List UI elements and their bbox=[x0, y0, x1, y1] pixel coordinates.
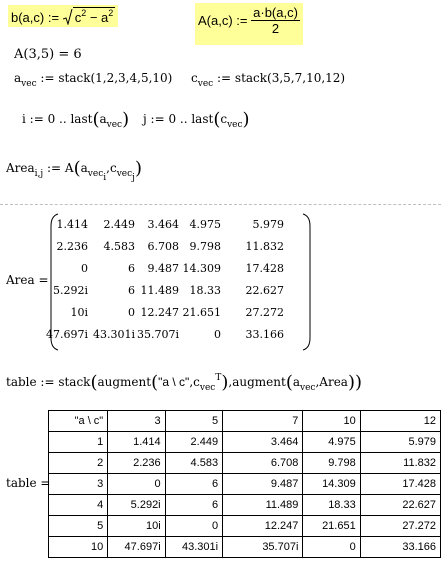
radical-icon bbox=[63, 9, 73, 25]
b-lhs: b(a,c) bbox=[11, 10, 45, 25]
table-def-csub: vec bbox=[199, 383, 216, 393]
avec-sub: vec bbox=[21, 79, 37, 89]
table-row bbox=[49, 474, 441, 495]
range-j-arg: c bbox=[220, 112, 228, 126]
area-arg-a-sub: vec bbox=[87, 169, 104, 179]
table-row bbox=[49, 495, 441, 516]
matrix-cell: 6 bbox=[128, 262, 135, 275]
area-name: Area bbox=[6, 161, 35, 175]
matrix-cell: 3.464 bbox=[147, 218, 179, 231]
table-cell: 10i bbox=[108, 516, 165, 537]
matrix-cell: 47.697i bbox=[45, 328, 88, 341]
area-matrix[interactable] bbox=[45, 212, 313, 352]
table-header-row bbox=[49, 411, 441, 432]
table-header-cell: "a \ c" bbox=[49, 411, 108, 432]
table-definition[interactable]: table := stack(augment("a \ $c",c_{vec}^T),augment(a_{vec},Area)$) bbox=[6, 372, 363, 393]
avec-value: := stack(1,2,3,4,5,10) bbox=[36, 71, 173, 85]
table-header-cell: 7 bbox=[223, 411, 303, 432]
A-denominator: 2 bbox=[271, 21, 280, 36]
table-cell: 12.247 bbox=[223, 516, 303, 537]
matrix-cell: 12.247 bbox=[140, 306, 179, 319]
table-cell: 2 bbox=[49, 453, 108, 474]
table-cell: 0 bbox=[165, 516, 222, 537]
area-assign: := A bbox=[43, 161, 74, 175]
range-i-definition[interactable]: i := 0 .. $last(a_{vec})$ bbox=[22, 109, 130, 130]
matrix-cell: 27.272 bbox=[245, 306, 284, 319]
matrix-cell: 0 bbox=[214, 328, 221, 341]
table-row bbox=[49, 537, 441, 558]
table-header-cell: 12 bbox=[360, 411, 440, 432]
range-i-arg: a bbox=[99, 112, 107, 126]
range-j-definition[interactable]: j := 0 .. $last(c_{vec})$ bbox=[143, 109, 250, 130]
matrix-cell: 14.309 bbox=[182, 262, 221, 275]
matrix-cell: 6 bbox=[128, 284, 135, 297]
table-result[interactable] bbox=[48, 410, 441, 558]
table-header-cell: 10 bbox=[303, 411, 360, 432]
area-sub: i,j bbox=[34, 169, 44, 179]
table-header-cell: 3 bbox=[108, 411, 165, 432]
table-def-area: Area bbox=[319, 375, 348, 389]
b-function-definition[interactable] bbox=[8, 5, 118, 27]
table-cell: 0 bbox=[108, 474, 165, 495]
range-i-pre: i := 0 .. last bbox=[22, 112, 93, 126]
table-cell: 4.583 bbox=[165, 453, 222, 474]
table-cell: 14.309 bbox=[303, 474, 360, 495]
table-result-label: table = bbox=[6, 476, 51, 490]
table-cell: 9.487 bbox=[223, 474, 303, 495]
rad-c-exp: 2 bbox=[81, 8, 87, 18]
table-cell: 2.449 bbox=[165, 432, 222, 453]
table-cell: 43.301i bbox=[165, 537, 222, 558]
matrix-cell: 33.166 bbox=[245, 328, 284, 341]
rad-a-exp: 2 bbox=[108, 8, 114, 18]
table-cell: 0 bbox=[303, 537, 360, 558]
transpose-mark: T bbox=[215, 373, 222, 383]
b-assign-op: := bbox=[47, 10, 60, 25]
cvec-name: c bbox=[191, 71, 198, 85]
A-lhs: A(a,c) bbox=[198, 13, 233, 28]
table-cell: 22.627 bbox=[360, 495, 440, 516]
eval-A-result[interactable]: A(3,5) = 6 bbox=[14, 47, 82, 62]
table-row bbox=[49, 516, 441, 537]
matrix-cell: 4.583 bbox=[103, 240, 135, 253]
table-cell: 18.33 bbox=[303, 495, 360, 516]
table-cell: 17.428 bbox=[360, 474, 440, 495]
table-cell: 35.707i bbox=[223, 537, 303, 558]
table-def-asub: vec bbox=[300, 383, 316, 393]
matrix-cell: 2.236 bbox=[56, 240, 88, 253]
table-def-c: c bbox=[193, 375, 200, 389]
matrix-cell: 4.975 bbox=[189, 218, 221, 231]
A-assign-op: := bbox=[236, 13, 248, 28]
table-cell: 3 bbox=[49, 474, 108, 495]
table-cell: 1.414 bbox=[108, 432, 165, 453]
cvec-sub: vec bbox=[197, 79, 214, 89]
table-cell: 33.166 bbox=[360, 537, 440, 558]
table-cell: 27.272 bbox=[360, 516, 440, 537]
corner-string: "a \ c" bbox=[158, 375, 190, 389]
area-arg-c-subsub: j bbox=[132, 173, 135, 183]
table-cell: 5 bbox=[49, 516, 108, 537]
table-cell: 9.798 bbox=[303, 453, 360, 474]
sqrt-expression bbox=[63, 7, 116, 25]
A-numerator: a·b(a,c) bbox=[253, 5, 298, 20]
table-cell: 47.697i bbox=[108, 537, 165, 558]
table-cell: 2.236 bbox=[108, 453, 165, 474]
table-cell: 4 bbox=[49, 495, 108, 516]
table-header-cell: 5 bbox=[165, 411, 222, 432]
matrix-cell: 9.798 bbox=[189, 240, 221, 253]
augment-2: augment bbox=[232, 375, 286, 389]
area-arg-a-subsub: i bbox=[103, 173, 107, 183]
matrix-cell: 17.428 bbox=[245, 262, 284, 275]
matrix-cell: 35.707i bbox=[136, 328, 179, 341]
table-cell: 5.292i bbox=[108, 495, 165, 516]
matrix-cell: 11.832 bbox=[245, 240, 284, 253]
matrix-cell: 11.489 bbox=[140, 284, 179, 297]
table-row bbox=[49, 432, 441, 453]
matrix-cell: 9.487 bbox=[147, 262, 179, 275]
matrix-cell: 2.449 bbox=[103, 218, 135, 231]
matrix-cell: 18.33 bbox=[189, 284, 221, 297]
range-j-pre: j := 0 .. last bbox=[143, 112, 214, 126]
matrix-cell: 43.301i bbox=[92, 328, 135, 341]
table-cell: 6 bbox=[165, 474, 222, 495]
table-cell: 6 bbox=[165, 495, 222, 516]
table-row bbox=[49, 453, 441, 474]
table-cell: 4.975 bbox=[303, 432, 360, 453]
table-cell: 10 bbox=[49, 537, 108, 558]
avec-name: a bbox=[14, 71, 22, 85]
matrix-cell: 21.651 bbox=[182, 306, 221, 319]
A-function-definition[interactable] bbox=[195, 3, 303, 45]
cvec-definition[interactable] bbox=[191, 71, 345, 89]
A-fraction bbox=[251, 5, 300, 36]
table-cell: 3.464 bbox=[223, 432, 303, 453]
table-cell: 11.832 bbox=[360, 453, 440, 474]
avec-definition[interactable] bbox=[14, 71, 172, 89]
table-cell: 1 bbox=[49, 432, 108, 453]
range-i-sub: vec bbox=[106, 120, 123, 130]
table-def-a: a bbox=[292, 375, 301, 389]
augment-1: augment bbox=[97, 375, 152, 389]
region-separator bbox=[0, 204, 441, 205]
area-result-label: Area = bbox=[6, 273, 49, 287]
table-cell: 5.979 bbox=[360, 432, 440, 453]
area-arg-c: c bbox=[109, 161, 117, 175]
matrix-cell: 0 bbox=[81, 262, 88, 275]
right-bracket-icon bbox=[301, 212, 313, 352]
table-cell: 6.708 bbox=[223, 453, 303, 474]
area-definition[interactable]: Area$_{i,j}$ := $A(a_{veci},c_{vecj})$ bbox=[6, 158, 142, 183]
rad-minus-a: − a bbox=[86, 10, 109, 25]
area-arg-a: a bbox=[80, 161, 88, 175]
cvec-value: := stack(3,5,7,10,12) bbox=[213, 71, 346, 85]
table-cell: 11.489 bbox=[223, 495, 303, 516]
matrix-cell: 10i bbox=[70, 306, 88, 319]
matrix-cell: 1.414 bbox=[56, 218, 88, 231]
area-arg-c-sub: vec bbox=[116, 169, 133, 179]
table-cell: 21.651 bbox=[303, 516, 360, 537]
matrix-cell: 22.627 bbox=[245, 284, 284, 297]
range-j-sub: vec bbox=[227, 120, 243, 130]
matrix-cell: 0 bbox=[128, 306, 135, 319]
matrix-cell: 5.292i bbox=[52, 284, 88, 297]
matrix-cell: 6.708 bbox=[147, 240, 179, 253]
rad-c: c bbox=[74, 10, 82, 25]
table-def-pre: table := stack bbox=[6, 375, 91, 389]
matrix-cell: 5.979 bbox=[252, 218, 284, 231]
